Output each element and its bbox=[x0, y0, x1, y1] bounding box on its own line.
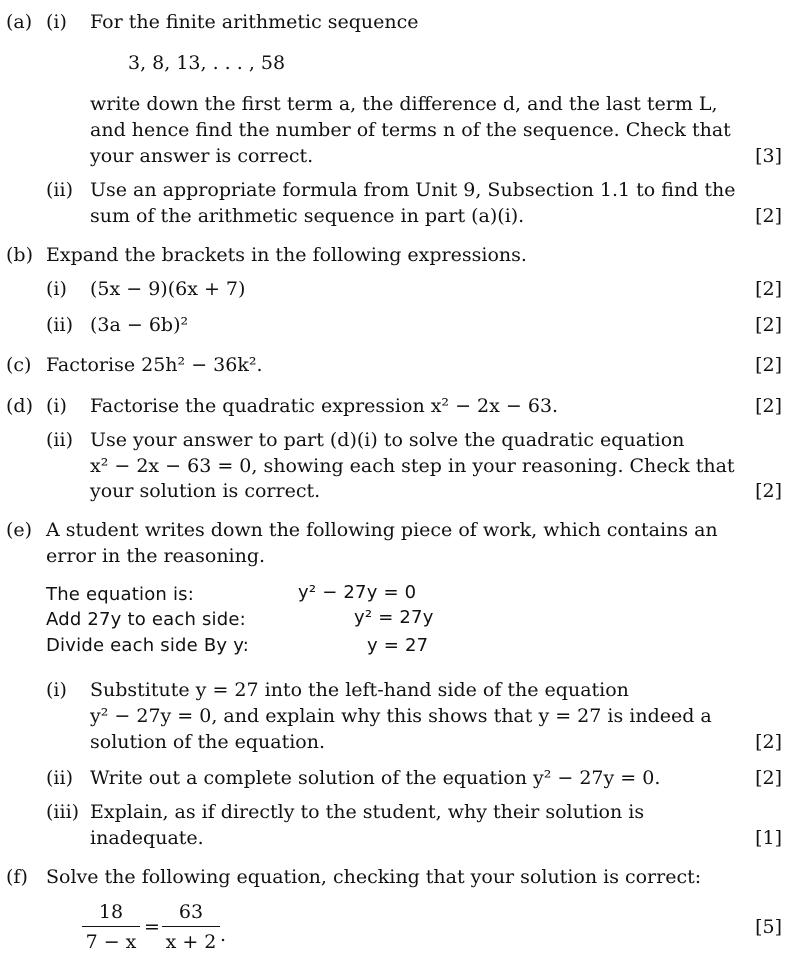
student-work-step1: The equation is: bbox=[46, 584, 194, 605]
part-b-ii-label: (ii) bbox=[46, 314, 73, 336]
part-b-i-expr: (5x − 9)(6x + 7) bbox=[90, 278, 246, 300]
part-a-i-label: (i) bbox=[46, 11, 67, 33]
part-e-i-line1: Substitute y = 27 into the left-hand side of the equation bbox=[90, 679, 629, 701]
mark-e-i: [2] bbox=[755, 731, 782, 753]
mark-a-ii: [2] bbox=[755, 205, 782, 227]
part-e-i-line2: y² − 27y = 0, and explain why this shows that y = 27 is indeed a bbox=[90, 705, 712, 727]
part-e-label: (e) bbox=[6, 519, 33, 541]
mark-d-ii: [2] bbox=[755, 480, 782, 502]
part-d-ii-label: (ii) bbox=[46, 429, 73, 451]
part-b-text: Expand the brackets in the following expressions. bbox=[46, 244, 527, 266]
part-d-ii-line1: Use your answer to part (d)(i) to solve the quadratic equation bbox=[90, 429, 685, 451]
mark-c: [2] bbox=[755, 354, 782, 376]
part-e-line1: A student writes down the following piece of work, which contains an bbox=[46, 519, 718, 541]
student-work-step3: Divide each side By y: bbox=[46, 635, 249, 656]
part-b-label: (b) bbox=[6, 244, 33, 266]
equals-sign: = bbox=[144, 916, 160, 938]
mark-d-i: [2] bbox=[755, 395, 782, 417]
part-c-text: Factorise 25h² − 36k². bbox=[46, 354, 263, 376]
mark-e-ii: [2] bbox=[755, 767, 782, 789]
part-a-ii-line1: Use an appropriate formula from Unit 9, Subsection 1.1 to find the bbox=[90, 179, 736, 201]
mark-b-i: [2] bbox=[755, 278, 782, 300]
part-e-i-line3: solution of the equation. bbox=[90, 731, 325, 753]
fraction-lhs-denominator: 7 − x bbox=[85, 931, 137, 953]
fraction-rhs-denominator: x + 2 bbox=[165, 931, 217, 953]
part-a-i-line2: and hence find the number of terms n of the sequence. Check that bbox=[90, 119, 731, 141]
part-a-i-line1: write down the first term a, the difference d, and the last term L, bbox=[90, 93, 718, 115]
part-d-label: (d) bbox=[6, 395, 33, 417]
part-a-i-intro: For the finite arithmetic sequence bbox=[90, 11, 419, 33]
part-e-iii-label: (iii) bbox=[46, 801, 80, 823]
mark-e-iii: [1] bbox=[755, 827, 782, 849]
mark-f: [5] bbox=[755, 916, 782, 938]
fraction-rhs-numerator: 63 bbox=[178, 901, 204, 923]
part-d-ii-line2: x² − 2x − 63 = 0, showing each step in your reasoning. Check that bbox=[90, 455, 735, 477]
fraction-lhs-numerator: 18 bbox=[98, 901, 124, 923]
fraction-rhs bbox=[162, 900, 220, 954]
sequence: 3, 8, 13, . . . , 58 bbox=[128, 52, 286, 74]
part-b-i-label: (i) bbox=[46, 278, 67, 300]
part-e-line2: error in the reasoning. bbox=[46, 545, 266, 567]
part-e-iii-line2: inadequate. bbox=[90, 827, 204, 849]
part-e-iii-line1: Explain, as if directly to the student, why their solution is bbox=[90, 801, 645, 823]
student-work-eq3: y = 27 bbox=[367, 635, 429, 656]
part-f-label: (f) bbox=[6, 866, 28, 888]
fraction-lhs-bar bbox=[82, 926, 140, 927]
part-a-label: (a) bbox=[6, 11, 33, 33]
part-d-i-label: (i) bbox=[46, 395, 67, 417]
mark-a-i: [3] bbox=[755, 145, 782, 167]
part-a-ii-line2: sum of the arithmetic sequence in part (a)(i). bbox=[90, 205, 525, 227]
mark-b-ii: [2] bbox=[755, 314, 782, 336]
part-e-ii-label: (ii) bbox=[46, 767, 73, 789]
part-e-i-label: (i) bbox=[46, 679, 67, 701]
student-work-step2: Add 27y to each side: bbox=[46, 609, 246, 630]
part-c-label: (c) bbox=[6, 354, 32, 376]
part-a-ii-label: (ii) bbox=[46, 179, 73, 201]
student-work-eq2: y² = 27y bbox=[354, 607, 434, 628]
part-f-text: Solve the following equation, checking that your solution is correct: bbox=[46, 866, 702, 888]
part-e-ii-text: Write out a complete solution of the equation y² − 27y = 0. bbox=[90, 767, 661, 789]
part-a-i-line3: your answer is correct. bbox=[90, 145, 314, 167]
student-work-eq1: y² − 27y = 0 bbox=[298, 582, 417, 603]
part-d-ii-line3: your solution is correct. bbox=[90, 480, 321, 502]
fraction-lhs bbox=[82, 900, 140, 954]
part-d-i-text: Factorise the quadratic expression x² − 2x − 63. bbox=[90, 395, 559, 417]
fraction-rhs-bar bbox=[162, 926, 220, 927]
equation-end-period: . bbox=[220, 924, 227, 946]
part-b-ii-expr: (3a − 6b)² bbox=[90, 314, 189, 336]
